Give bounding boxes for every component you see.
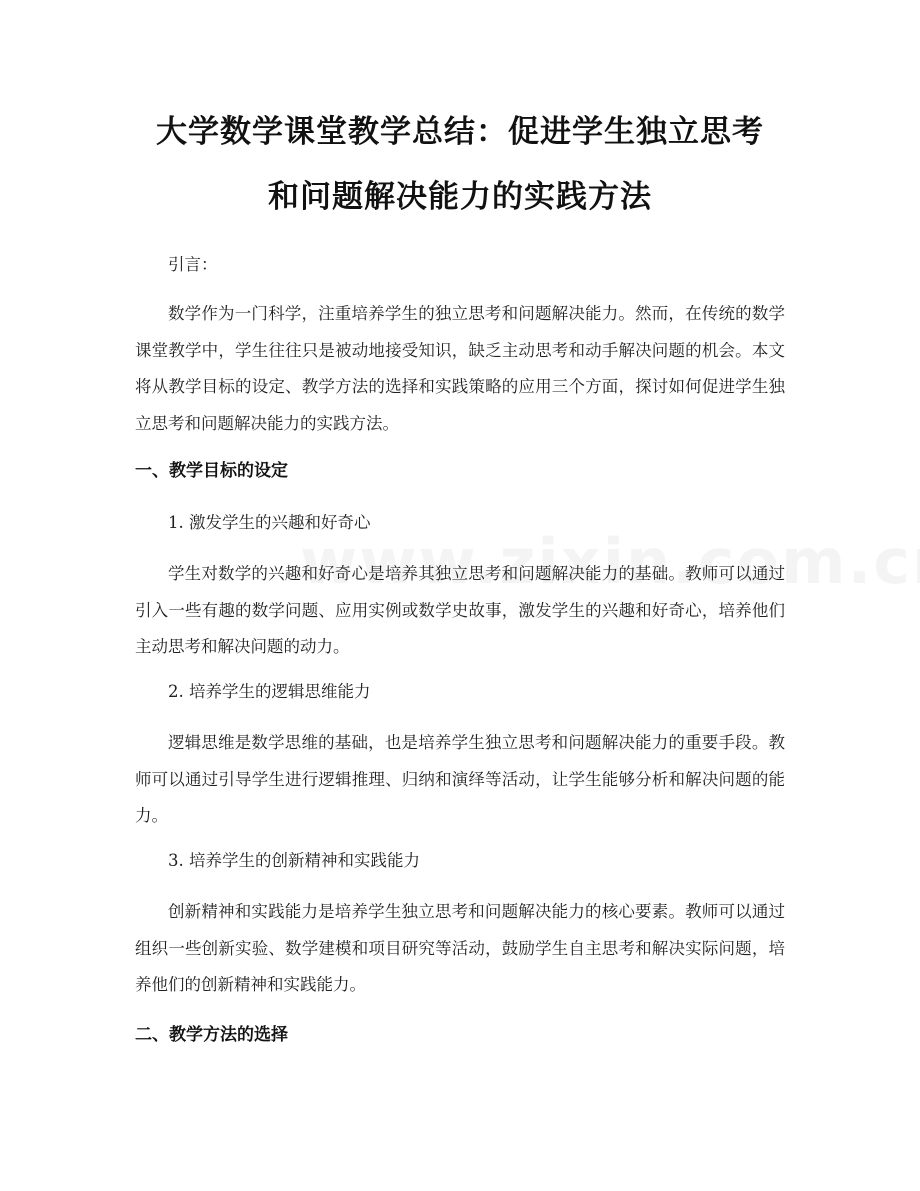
intro-paragraph: 数学作为一门科学，注重培养学生的独立思考和问题解决能力。然而，在传统的数学课堂教学中，学生往往只是被动地接受知识，缺乏主动思考和动手解决问题的机会。本文将从教学目标的设定、教学方法的选择和实践策略的应用三个方面，探讨如何促进学生独立思考和问题解决能力的实践方法。 bbox=[135, 304, 785, 433]
document-title-line-2: 和问题解决能力的实践方法 bbox=[268, 179, 652, 215]
item-2-paragraph: 逻辑思维是数学思维的基础，也是培养学生独立思考和问题解决能力的重要手段。教师可以通过引导学生进行逻辑推理、归纳和演绎等活动，让学生能够分析和解决问题的能力。 bbox=[135, 733, 785, 825]
intro-label: 引言： bbox=[168, 255, 218, 274]
item-3-paragraph: 创新精神和实践能力是培养学生独立思考和问题解决能力的核心要素。教师可以通过组织一些创新实验、数学建模和项目研究等活动，鼓励学生自主思考和解决实际问题，培养他们的创新精神和实践能力。 bbox=[135, 902, 785, 994]
item-3-label: 3. 培养学生的创新精神和实践能力 bbox=[168, 851, 420, 870]
item-2-label: 2. 培养学生的逻辑思维能力 bbox=[168, 682, 371, 701]
item-1-paragraph: 学生对数学的兴趣和好奇心是培养其独立思考和问题解决能力的基础。教师可以通过引入一些有趣的数学问题、应用实例或数学史故事，激发学生的兴趣和好奇心，培养他们主动思考和解决问题的动力。 bbox=[135, 564, 785, 656]
section-2-heading: 二、教学方法的选择 bbox=[135, 1025, 288, 1045]
section-1-heading: 一、教学目标的设定 bbox=[135, 461, 288, 481]
document-title-line-1: 大学数学课堂教学总结：促进学生独立思考 bbox=[156, 114, 764, 150]
item-1-label: 1. 激发学生的兴趣和好奇心 bbox=[168, 513, 371, 532]
